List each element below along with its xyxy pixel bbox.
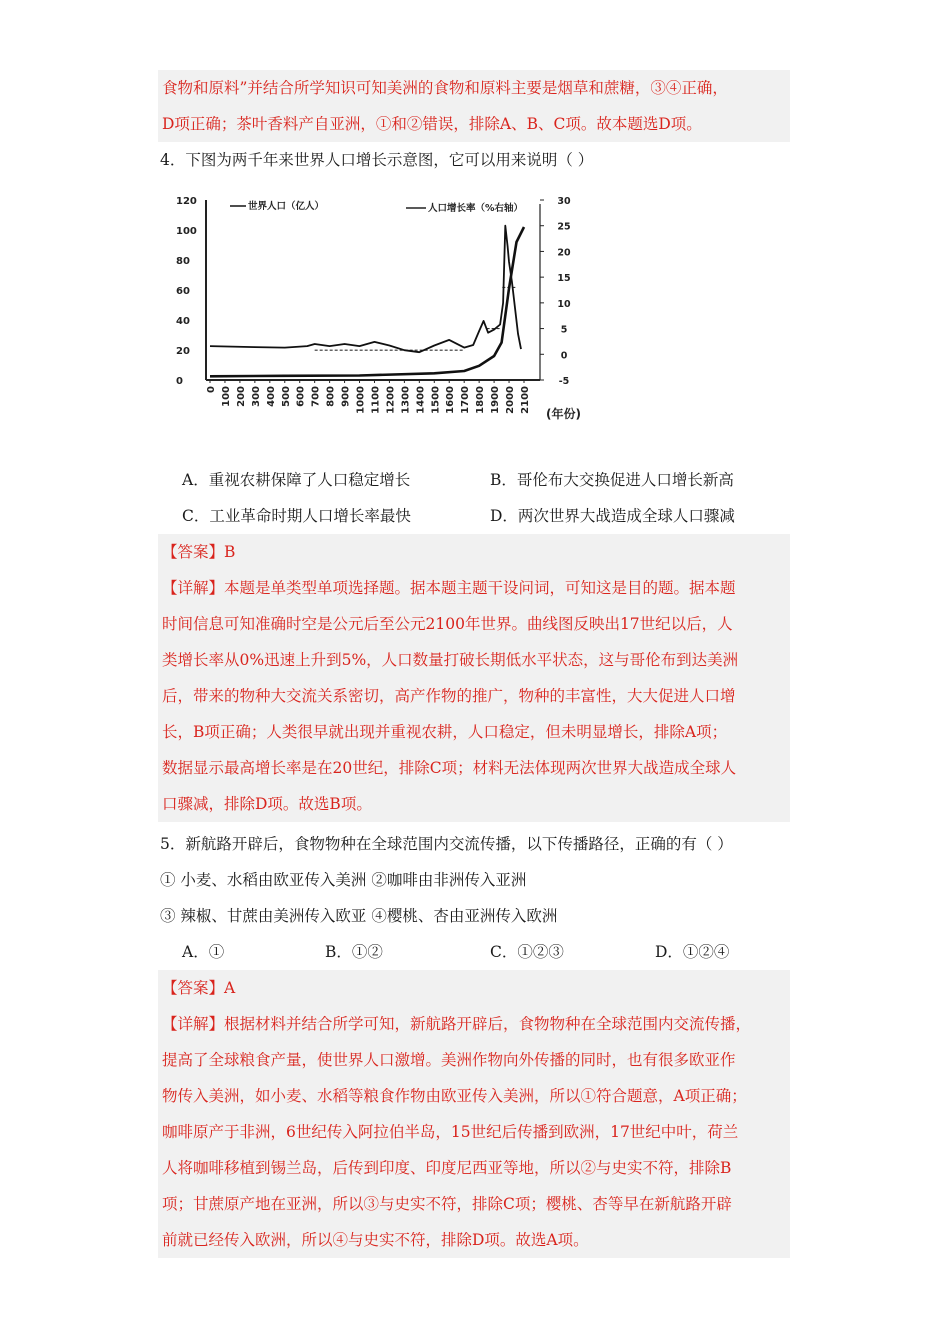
x-axis-tick-label: 400 <box>265 386 277 407</box>
q5-analysis-line: 项；甘蔗原产地在亚洲，所以③与史实不符，排除C项；樱桃、杏等早在新航路开辟 <box>162 1195 732 1213</box>
x-axis-tick-label: 1400 <box>415 386 427 414</box>
right-axis-tick-label: 30 <box>557 196 571 207</box>
q4-analysis-label: 【详解】 <box>162 579 225 597</box>
right-axis-tick-label: 10 <box>557 298 571 310</box>
q5-analysis-line: 人将咖啡移植到锡兰岛，后传到印度、印度尼西亚等地，所以②与史实不符，排除B <box>162 1159 732 1177</box>
q5-analysis-line: 提高了全球粮食产量，使世界人口激增。美洲作物向外传播的同时，也有很多欧亚作 <box>162 1051 736 1069</box>
x-axis-tick-label: 700 <box>310 386 322 407</box>
left-axis-tick-label: 80 <box>176 256 190 267</box>
question-5-items-2: ③ 辣椒、甘蔗由美洲传入欧亚 ④樱桃、杏由亚洲传入欧洲 <box>160 907 558 925</box>
right-axis-tick-label: 15 <box>557 273 571 285</box>
q5-answer: 【答案】A <box>162 979 236 997</box>
population-chart <box>168 188 618 446</box>
x-axis-tick-label: 1600 <box>445 386 457 414</box>
right-axis-tick-label: 5 <box>560 324 568 336</box>
right-axis-tick-label: 0 <box>560 350 568 362</box>
q5-analysis-line: 咖啡原产于非洲，6世纪传入阿拉伯半岛，15世纪后传播到欧洲，17世纪中叶，荷兰 <box>162 1123 739 1141</box>
x-axis-tick-label: 1100 <box>370 386 382 414</box>
q4-analysis-line: 长，B项正确；人类很早就出现并重视农耕，人口稳定，但未明显增长，排除A项； <box>162 723 728 741</box>
left-axis-tick-label: 100 <box>176 226 197 237</box>
previous-answer-block <box>158 70 790 142</box>
q4-answer: 【答案】B <box>162 543 236 561</box>
right-axis-tick-label: 25 <box>557 221 571 233</box>
q4-answer-block <box>158 534 790 822</box>
question-5-items-1: ① 小麦、水稻由欧亚传入美洲 ②咖啡由非洲传入亚洲 <box>160 871 527 889</box>
legend-label-growth-rate: 人口增长率（%右轴） <box>428 203 524 214</box>
x-axis-tick-label: 2000 <box>505 386 517 414</box>
right-axis-tick-label: -5 <box>558 376 570 387</box>
x-axis-tick-label: 1700 <box>460 386 472 414</box>
x-axis-tick-label: 1800 <box>475 386 487 414</box>
q4-option-c[interactable]: C．工业革命时期人口增长率最快 <box>182 507 411 525</box>
q4-analysis-line: 【详解】本题是单类型单项选择题。据本题主题干设问词，可知这是目的题。据本题 <box>162 579 736 597</box>
q4-option-a[interactable]: A．重视农耕保障了人口稳定增长 <box>182 471 411 489</box>
x-axis-tick-label: 100 <box>220 386 232 407</box>
series-line-population <box>210 227 524 376</box>
x-axis-tick-label: 500 <box>280 386 292 407</box>
left-axis-tick-label: 60 <box>176 286 190 297</box>
x-axis-tick-label: 1900 <box>490 386 502 414</box>
x-axis-tick-label: 200 <box>235 386 247 407</box>
q5-option-c[interactable]: C．①②③ <box>490 943 564 961</box>
q4-analysis-line: 口骤减，排除D项。故选B项。 <box>162 795 372 813</box>
q5-analysis-line: 【详解】根据材料并结合所学可知，新航路开辟后，食物物种在全球范围内交流传播， <box>162 1015 752 1033</box>
q4-option-b[interactable]: B．哥伦布大交换促进人口增长新高 <box>490 471 734 489</box>
q4-option-d[interactable]: D．两次世界大战造成全球人口骤减 <box>490 507 735 525</box>
previous-answer-line: 食物和原料”并结合所学知识可知美洲的食物和原料主要是烟草和蔗糖，③④正确， <box>162 79 728 97</box>
x-axis-tick-label: 1000 <box>355 386 367 414</box>
x-axis-tick-label: 1500 <box>430 386 442 414</box>
q5-analysis-line: 前就已经传入欧洲，所以④与史实不符，排除D项。故选A项。 <box>162 1231 589 1249</box>
x-axis-tick-label: 0 <box>206 386 217 393</box>
x-axis-tick-label: 800 <box>325 386 337 407</box>
q4-analysis-line: 类增长率从0%迅速上升到5%，人口数量打破长期低水平状态，这与哥伦布到达美洲 <box>162 651 739 669</box>
x-axis-tick-label: 1300 <box>400 386 412 414</box>
q5-analysis-line: 物传入美洲，如小麦、水稻等粮食作物由欧亚传入美洲，所以①符合题意，A项正确； <box>162 1087 747 1105</box>
x-axis-tick-label: 2100 <box>520 386 531 414</box>
previous-answer-line: D项正确；茶叶香料产自亚洲，①和②错误，排除A、B、C项。故本题选D项。 <box>162 115 702 133</box>
q5-option-b[interactable]: B．①② <box>325 943 383 961</box>
q4-analysis-line: 时间信息可知准确时空是公元后至公元2100年世界。曲线图反映出17世纪以后，人 <box>162 615 733 633</box>
x-axis-tick-label: 1200 <box>385 386 397 414</box>
q4-analysis-line: 后，带来的物种大交流关系密切，高产作物的推广，物种的丰富性，大大促进人口增 <box>162 687 736 705</box>
population-chart-svg <box>168 188 618 446</box>
q5-option-d[interactable]: D．①②④ <box>655 943 730 961</box>
q5-analysis-label: 【详解】 <box>162 1015 225 1033</box>
left-axis-tick-label: 0 <box>176 376 183 387</box>
left-axis-tick-label: 40 <box>176 316 190 327</box>
q5-option-a[interactable]: A．① <box>182 943 225 961</box>
question-4-stem: 4．下图为两千年来世界人口增长示意图，它可以用来说明（ ） <box>160 151 594 169</box>
x-axis-tick-label: 900 <box>340 386 352 407</box>
q5-answer-block <box>158 970 790 1258</box>
q4-analysis-line: 数据显示最高增长率是在20世纪，排除C项；材料无法体现两次世界大战造成全球人 <box>162 759 737 777</box>
x-axis-label: (年份) <box>546 407 581 421</box>
right-axis-tick-label: 20 <box>557 247 571 259</box>
left-axis-tick-label: 20 <box>176 346 190 357</box>
x-axis-tick-label: 300 <box>250 386 262 407</box>
left-axis-tick-label: 120 <box>176 196 197 207</box>
question-5-stem: 5．新航路开辟后，食物物种在全球范围内交流传播，以下传播路径，正确的有（ ） <box>160 835 733 853</box>
x-axis-tick-label: 600 <box>295 386 307 407</box>
legend-label-population: 世界人口（亿人） <box>248 201 325 212</box>
series-line-growth-rate <box>210 226 521 353</box>
